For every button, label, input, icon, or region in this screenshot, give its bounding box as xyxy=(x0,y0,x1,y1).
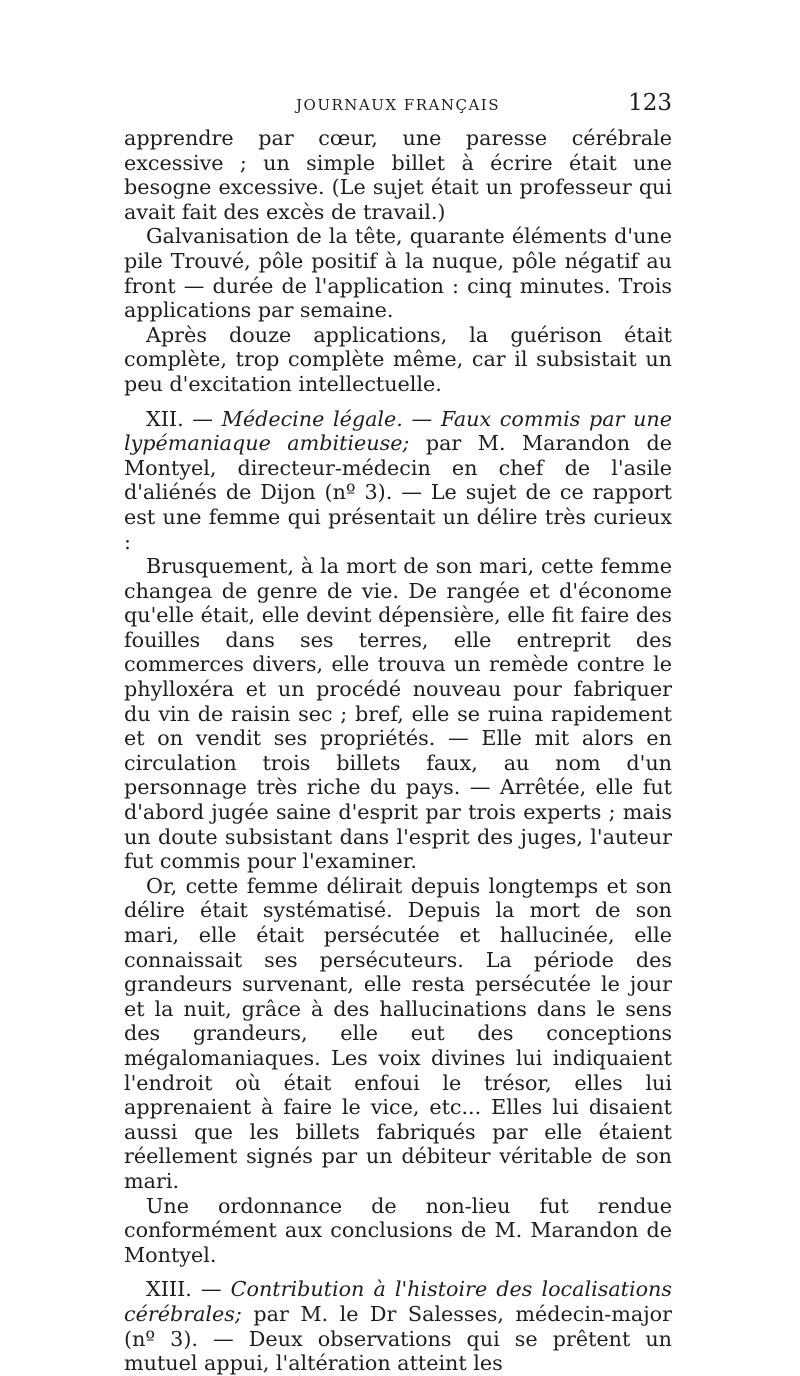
paragraph-brusquement xyxy=(124,554,672,874)
section-title: Contribution à l'histoire des localisations cérébrales; xyxy=(124,1277,672,1326)
section-xiii xyxy=(124,1277,672,1375)
section-title: Médecine légale. — Faux commis par une lypémaniaque ambitieuse; xyxy=(124,406,672,456)
paragraph-text: Brusquement, à la mort de son mari, cette femme changea de genre de vie. De rangée et d'économe qu'elle était, elle devint dépensière, elle fit faire des fouilles dans ses terres, elle entreprit des commerces divers, elle trouva un remède contre le phylloxéra et un procédé nouveau pour fabriquer du vin de raisin sec ; bref, elle se ruina rapidement et on vendit ses propriétés. — Elle mit alors en circulation trois billets faux, au nom d'un personnage très riche du pays. — Arrêtée, elle fut d'abord jugée saine d'esprit par trois experts ; mais un doute subsistant dans l'esprit des juges, l'auteur fut commis pour l'examiner. xyxy=(124,554,672,874)
section-xii xyxy=(124,407,672,555)
page-header xyxy=(124,88,672,120)
paragraph-continuation xyxy=(124,126,672,224)
paragraph-text: Une ordonnance de non-lieu fut rendue conformément aux conclusions de M. Marandon de Montyel. xyxy=(124,1193,672,1267)
paragraph-delire xyxy=(124,874,672,1194)
body-text xyxy=(124,126,672,1376)
paragraph-text: Galvanisation de la tête, quarante éléments d'une pile Trouvé, pôle positif à la nuque, pôle négatif au front — durée de l'application : cinq minutes. Trois applications par semaine. xyxy=(124,224,672,323)
paragraph-text: par M. Marandon de Montyel, directeur-médecin en chef de l'asile d'aliénés de Dijon (nº 3). — Le sujet de ce rapport est une femme qui présentait un délire très curieux : xyxy=(124,431,672,554)
paragraph-text: par M. le Dr Salesses, médecin-major (nº 3). — Deux observations qui se prêtent un mutuel appui, l'altération atteint les xyxy=(124,1301,672,1376)
section-number: XIII. — xyxy=(146,1277,231,1302)
paragraph-text: apprendre par cœur, une paresse cérébrale excessive ; un simple billet à écrire était une besogne excessive. (Le sujet était un professeur qui avait fait des excès de travail.) xyxy=(124,126,672,224)
paragraph-ordonnance xyxy=(124,1194,672,1268)
paragraph-guerison xyxy=(124,323,672,397)
section-number: XII. — xyxy=(146,406,222,431)
paragraph-galvanisation xyxy=(124,224,672,322)
page-number: 123 xyxy=(628,90,672,116)
paragraph-text: Or, cette femme délirait depuis longtemps et son délire était systématisé. Depuis la mort de son mari, elle était persécutée et hallucinée, elle connaissait ses persécuteurs. La période des grandeurs survenant, elle resta persécutée le jour et la nuit, grâce à des hallucinations dans le sens des grandeurs, elle eut des conceptions mégalomaniaques. Les voix divines lui indiquaient l'endroit où était enfoui le trésor, elles lui apprenaient à faire le vice, etc... Elles lui disaient aussi que les billets fabriqués par elle étaient réellement signés par un débiteur véritable de son mari. xyxy=(124,873,672,1193)
paragraph-text: Après douze applications, la guérison était complète, trop complète même, car il subsistait un peu d'excitation intellectuelle. xyxy=(124,322,672,396)
running-title: JOURNAUX FRANÇAIS xyxy=(296,96,500,114)
